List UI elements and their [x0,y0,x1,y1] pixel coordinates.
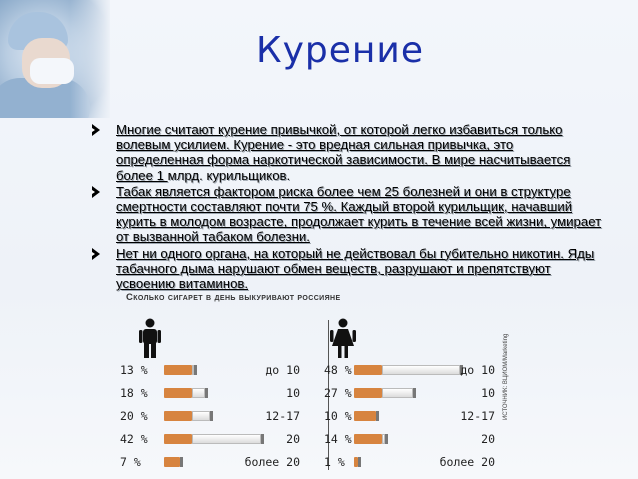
woman-icon [330,318,356,358]
bullet-text: . курильщиков. [199,167,291,183]
bullet-text: Табак является фактором риска более чем 25 болезней и они в структуре смертности составляют почти 75 %. Каждый второй курильщик, начавший курить в молодом возрасте, продолжает курить в течение всей жизни, умирает от вызванной табаком болезни. [116,183,602,245]
women-category-label: 10 [481,386,495,400]
men-category-label: более 20 [244,455,300,469]
women-category-label: 12-17 [460,409,495,423]
men-percent-label: 13 % [120,363,148,377]
women-percent-label: 48 % [324,363,352,377]
men-category-label: 20 [286,432,300,446]
women-percent-label: 10 % [324,409,352,423]
men-percent-label: 42 % [120,432,148,446]
slide-title: Курение [256,30,424,71]
women-percent-label: 1 % [324,455,345,469]
bullet-text: Многие считают курение привычкой, от которой легко избавиться только волевым усилием. Курение - это вредная сильная привычка, это определенная форма наркотической зависимости. В мире насчитывается более 1 [116,122,571,183]
source-note: ИСТОЧНИК: ВЦИОМ/Marketing [503,333,509,420]
arrow-bullet-icon [92,186,100,198]
bullet-item [92,246,602,292]
women-percent-label: 27 % [324,386,352,400]
arrow-bullet-icon [92,124,100,136]
women-cigarette-bar [354,411,379,421]
men-cigarette-bar [164,411,213,421]
women-cigarette-bar [354,434,388,444]
men-cigarette-bar [164,434,264,444]
women-cigarette-bar [354,365,463,375]
women-cigarette-bar [354,388,416,398]
men-category-label: до 10 [265,363,300,377]
infographic-title: Сколько сигарет в день выкуривают россияне [126,292,341,303]
cigarettes-infographic [120,290,520,475]
men-cigarette-bar [164,365,197,375]
women-category-label: до 10 [460,363,495,377]
bullet-item [92,122,602,183]
men-category-label: 12-17 [265,409,300,423]
men-category-label: 10 [286,386,300,400]
man-icon [138,318,162,358]
women-category-label: 20 [481,432,495,446]
surgeon-photo [0,0,110,118]
men-percent-label: 18 % [120,386,148,400]
women-percent-label: 14 % [324,432,352,446]
women-cigarette-bar [354,457,361,467]
men-cigarette-bar [164,457,183,467]
women-category-label: более 20 [439,455,495,469]
arrow-bullet-icon [92,248,100,260]
bullet-item [92,184,602,245]
men-percent-label: 7 % [120,455,141,469]
men-percent-label: 20 % [120,409,148,423]
bullet-text: Нет ни одного органа, на который не действовал бы губительно никотин. Яды табачного дыма нарушают обмен веществ, разрушают и препятствуют усвоению витаминов. [116,245,595,292]
bullet-text: млрд [167,167,200,183]
men-cigarette-bar [164,388,208,398]
bullet-list [92,122,602,292]
